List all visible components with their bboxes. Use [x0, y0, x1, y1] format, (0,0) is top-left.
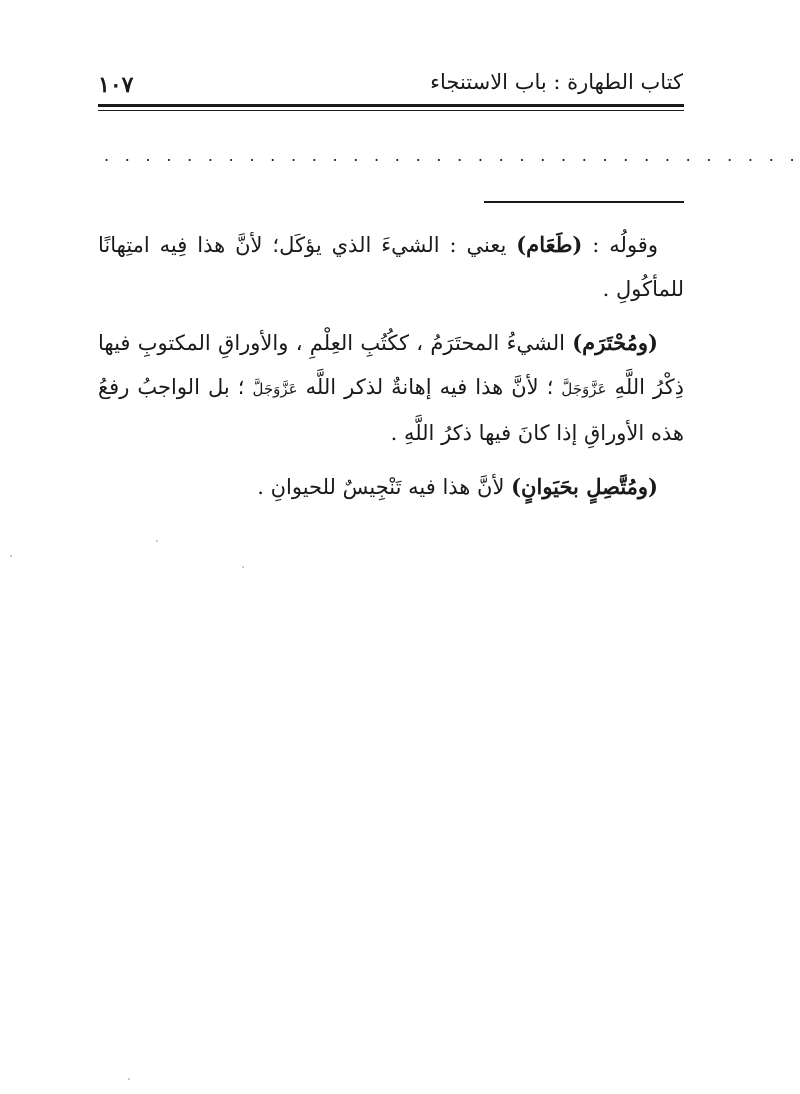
scan-speck — [242, 566, 244, 568]
scan-speck — [10, 555, 12, 557]
chapter-title: كتاب الطهارة : باب الاستنجاء — [430, 70, 683, 94]
honorific-glyph: عَزَّوَجَلَّ — [561, 380, 607, 398]
continuation-dots: . . . . . . . . . . . . . . . . . . . . . . . . . . . . . . . . . . — [104, 146, 800, 165]
section-separator — [484, 201, 684, 203]
para-text: الشيءُ المحتَرَمُ ، ككُتُبِ العِلْمِ ، والأوراقِ المكتوبِ فيها ذِكْرُ اللَّهِ — [98, 331, 684, 399]
para-text: ؛ بل الواجبُ رفعُ هذه الأوراقِ إذا كانَ فيها ذكرُ اللَّهِ . — [98, 375, 684, 445]
para-text: يعني : الشيءَ الذي يؤكَل؛ لأنَّ هذا فِيه امتِهانًا للمأكُولِ . — [98, 233, 684, 301]
paragraph-respected — [98, 321, 684, 455]
commentary-body — [98, 223, 684, 509]
para-text: لأنَّ هذا فيه تَنْجِيسٌ للحيوانِ . — [257, 475, 512, 499]
para-text: وقولُه : — [582, 233, 658, 257]
header-rule-thin — [98, 110, 684, 111]
scan-speck — [156, 540, 158, 542]
term-respected: (ومُحْتَرَم) — [572, 330, 658, 355]
scan-speck — [128, 1078, 130, 1080]
page-number: ١٠٧ — [98, 72, 134, 98]
paragraph-attached-animal — [98, 465, 684, 509]
header-rule-thick — [98, 104, 684, 107]
term-attached-animal: (ومُتَّصِلٍ بحَيَوانٍ) — [511, 474, 658, 499]
term-food: (طَعَام) — [516, 232, 583, 257]
paragraph-food — [98, 223, 684, 311]
honorific-glyph: عَزَّوَجَلَّ — [252, 380, 298, 398]
para-text: ؛ لأنَّ هذا فيه إهانةٌ لذكر اللَّه — [297, 375, 562, 399]
running-header — [98, 70, 683, 100]
